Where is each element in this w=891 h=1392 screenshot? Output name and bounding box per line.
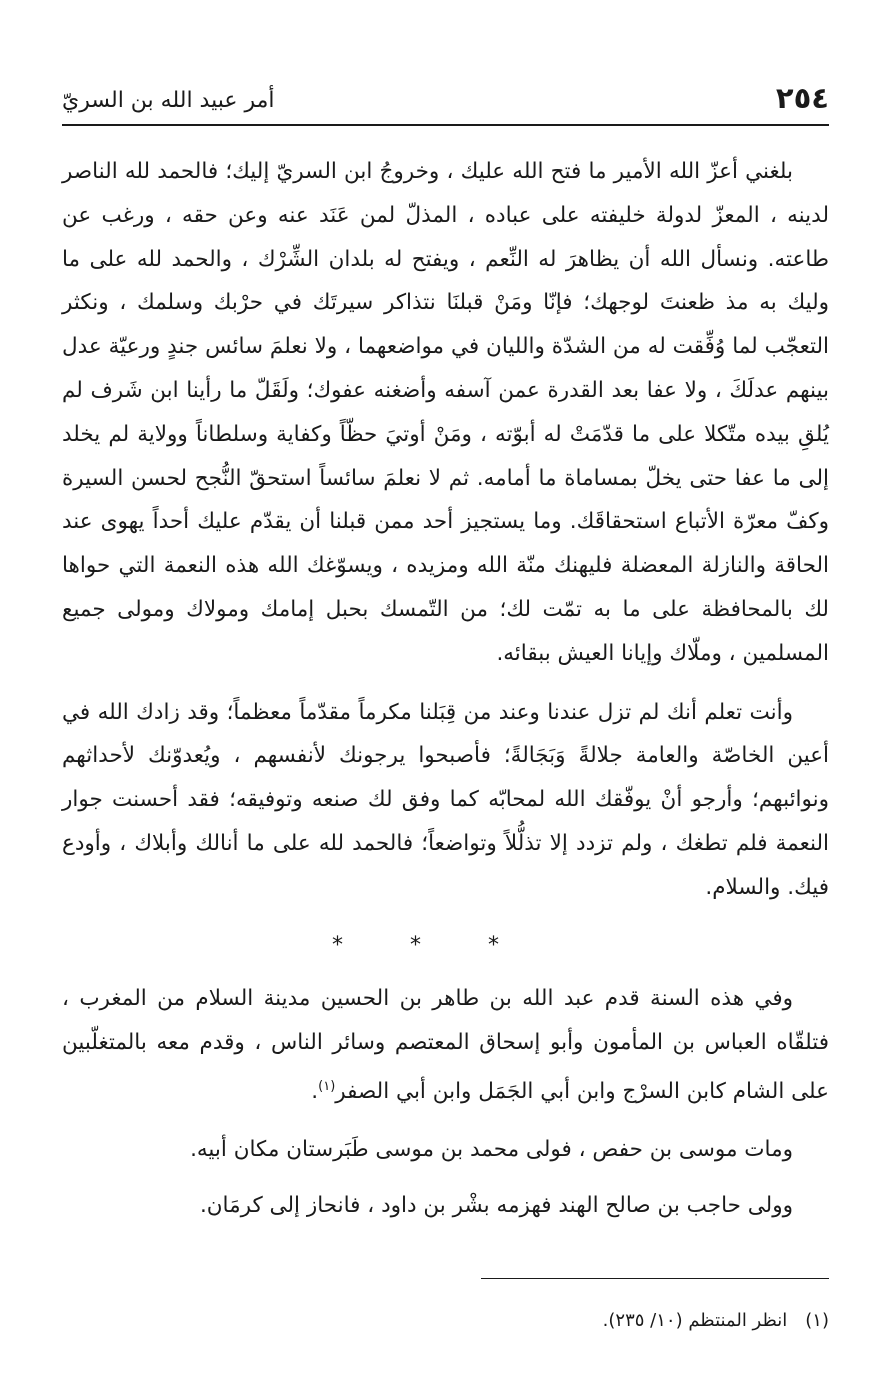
footnote-reference[interactable]: (١) [318,1078,336,1094]
footnote [62,1306,829,1336]
section-separator: * * * [332,932,529,958]
letter-paragraph-1: بلغني أعزّ الله الأمير ما فتح الله عليك ، وخروجُ ابن السريّ إليك؛ فالحمد لله الناصر لدينه ، المعزّ لدولة خليفته على عباده ، المذلّ لمن عَنَد عنه وعن حقه ، ورغب عن طاعته. ونسأل الله أن يظاهرَ له النِّعم ، ويفتح له بلدان الشِّرْك ، والحمد لله على ما وليك به مذ ظعنتَ لوجهك؛ فإنّا ومَنْ قبلنَا نتذاكر سيرتَك في حرْبك وسلمك ، ونكثر التعجّب لما وُفِّقت له من الشدّة والليان في مواضعهما ، ولا نعلمَ سائس جندٍ ورعيّة عدل بينهم عدلَكَ ، ولا عفا بعد القدرة عمن آسفه وأضغنه عفوك؛ ولَقَلّ ما رأينا ابن شَرف لم يُلقِ بيده متّكلا على ما قدّمَتْ له أبوّته ، ومَنْ أوتيَ حظّاً وكفاية وسلطاناً وولاية لم يخلد إلى ما عفا حتى يخلّ بمساماة ما أمامه. ثم لا نعلمَ سائساً استحقّ النُّجح لحسن السيرة وكفّ معرّة الأتباع استحقاقَك. وما يستجيز أحد ممن قبلنا أن يقدّم عليك أحداً يهوى عند الحاقة والنازلة المعضلة فليهنك منّة الله ومزيده ، ويسوّغك الله هذه النعمة التي حواها لك بالمحافظة على ما به تمّت لك؛ من التّمسك بحبل إمامك ومولاك ومولى جميع المسلمين ، وملّاك وإيانا العيش ببقائه. [62,159,829,666]
running-title: أمر عبيد الله بن السريّ [62,88,275,113]
main-text [62,150,829,1227]
narrative-paragraph-2: ومات موسى بن حفص ، فولى محمد بن موسى طَبَرستان مكان أبيه. [190,1136,793,1162]
letter-paragraph-2: وأنت تعلم أنك لم تزل عندنا وعند من قِبَلنا مكرماً مقدّماً معظماً؛ وقد زادك الله في أعين الخاصّة والعامة جلالةً وَبَجَالةً؛ فأصبحوا يرجونك لأنفسهم ، ويُعدوّنك لأحداثهم ونوائبهم؛ وأرجو أنْ يوفّقك الله لمحابّه كما وفق لك صنعه وتوفيقه؛ فقد أحسنت جوار النعمة فلم تطغك ، ولم تزدد إلا تذلُّلاً وتواضعاً؛ فالحمد لله على ما أنالك وأبلاك ، وأودع فيك. والسلام. [62,699,829,900]
narrative-paragraph-1-text: وفي هذه السنة قدم عبد الله بن طاهر بن الحسين مدينة السلام من المغرب ، فتلقّاه العباس بن المأمون وأبو إسحاق المعتصم وسائر الناس ، وقدم معه بالمتغلّبين على الشام كابن السرْج وابن أبي الجَمَل وابن أبي الصفر [62,986,829,1105]
page-number: ٢٥٤ [775,81,829,115]
page-header [62,78,829,126]
narrative-paragraph-3: وولى حاجب بن صالح الهند فهزمه بشْر بن داود ، فانحاز إلى كرمَان. [199,1192,793,1218]
footnote-marker: (١) [805,1310,829,1331]
narrative-paragraph-1-end: . [311,1079,319,1105]
footnote-text: انظر المنتظم (١٠/ ٢٣٥). [602,1310,788,1331]
narrative-paragraph-1 [62,977,829,1114]
footnote-divider [481,1278,829,1279]
